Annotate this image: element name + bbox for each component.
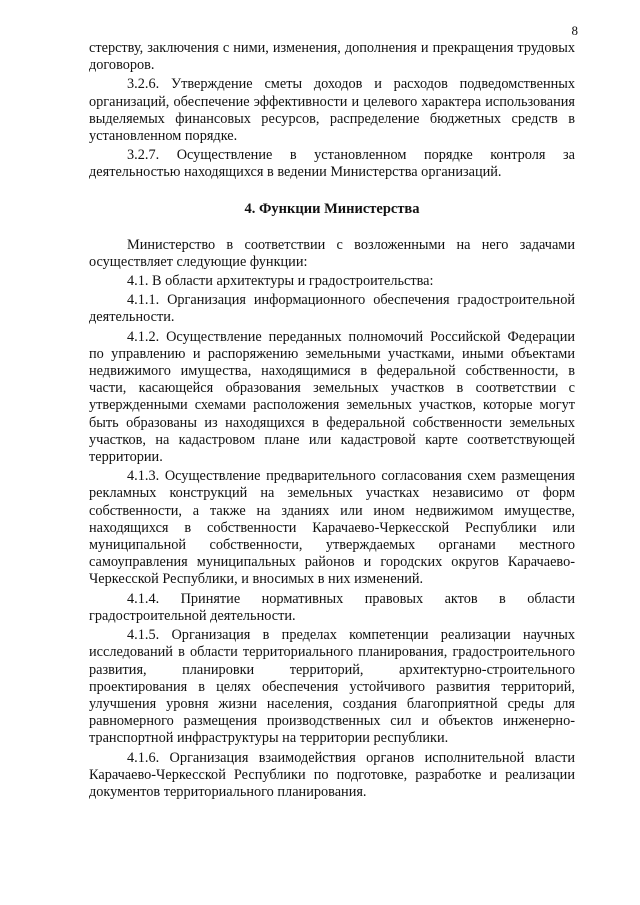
paragraph-4-1-5: 4.1.5. Организация в пределах компетенции реализации научных исследований в области территориального планирования, градостроительного развития, планировки территорий, архитектурно-строительного проектирования в целях обеспечения устойчивого развития территорий, улучшения уровня жизни населения, создания благоприятной среды для равномерного размещения производственных сил и объектов инженерно-транспортной инфраструктуры на территории республики. [89, 627, 575, 747]
paragraph-continuation: стерству, заключения с ними, изменения, дополнения и прекращения трудовых договоров. [89, 40, 575, 74]
document-body [89, 40, 575, 803]
page-number: 8 [571, 23, 578, 38]
paragraph-3-2-6: 3.2.6. Утверждение сметы доходов и расходов подведомственных организаций, обеспечение эффективности и целевого характера использования выделяемых финансовых ресурсов, распределение бюджетных средств в установленном порядке. [89, 76, 575, 145]
paragraph-4-1: 4.1. В области архитектуры и градостроительства: [127, 273, 434, 290]
paragraph-4-1-1: 4.1.1. Организация информационного обеспечения градостроительной деятельности. [89, 292, 575, 326]
paragraph-4-1-3: 4.1.3. Осуществление предварительного согласования схем размещения рекламных конструкций на земельных участках независимо от форм собственности, а также на зданиях или ином недвижимом имуществе, находящихся в собственности Карачаево-Черкесской Республики или муниципальной собственности, утверждаемых органами местного самоуправления муниципальных районов и городских округов Карачаево-Черкесской Республики, и вносимых в них изменений. [89, 468, 575, 588]
section-heading: 4. Функции Министерства [244, 200, 420, 217]
paragraph-4-1-4: 4.1.4. Принятие нормативных правовых актов в области градостроительной деятельности. [89, 590, 575, 624]
paragraph-intro: Министерство в соответствии с возложенными на него задачами осуществляет следующие функции: [89, 236, 575, 270]
paragraph-4-1-2: 4.1.2. Осуществление переданных полномочий Российской Федерации по управлению и распоряжению земельными участками, иными объектами недвижимого имущества, находящимися в федеральной собственности, в части, касающейся образования земельных участков в соответствии с утвержденными схемами расположения земельных участков, которые могут быть образованы из находящихся в федеральной собственности земельных участков, на кадастровом плане или кадастровой карте соответствующей территории. [89, 328, 575, 466]
paragraph-4-1-6: 4.1.6. Организация взаимодействия органов исполнительной власти Карачаево-Черкесской Республики по подготовке, разработке и реализации документов территориального планирования. [89, 749, 575, 800]
paragraph-3-2-7: 3.2.7. Осуществление в установленном порядке контроля за деятельностью находящихся в ведении Министерства организаций. [89, 147, 575, 181]
